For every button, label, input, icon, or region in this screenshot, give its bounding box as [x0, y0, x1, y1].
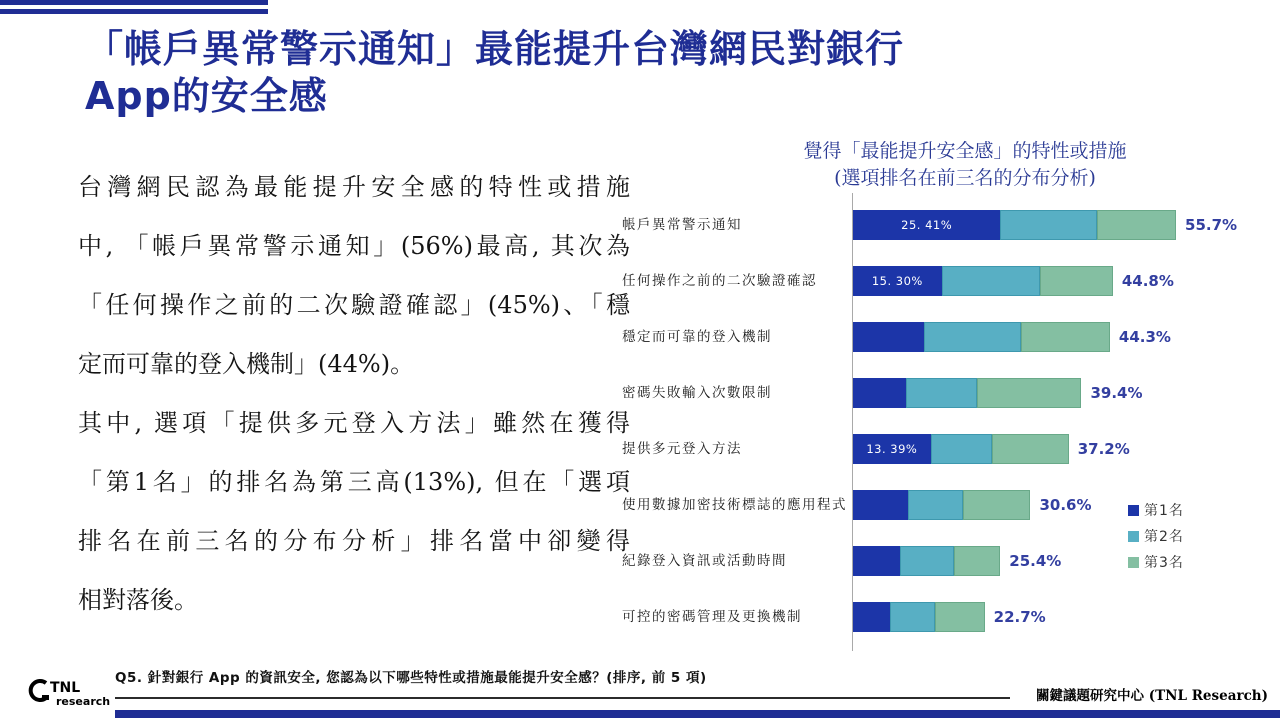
- chart-title-line1: 覺得「最能提升安全感」的特性或措施: [803, 140, 1127, 162]
- legend-label: 第2名: [1144, 529, 1184, 545]
- category-label: 密碼失敗輸入次數限制: [622, 385, 772, 401]
- bar-segment-rank2: [908, 490, 963, 520]
- bar-total-label: 39.4%: [1090, 384, 1143, 402]
- bar-segment-rank3: [977, 378, 1081, 408]
- legend-label: 第1名: [1144, 503, 1184, 519]
- chart-row-1: [600, 210, 1280, 240]
- chart-row-3: [600, 322, 1280, 352]
- bottom-accent-bar: [115, 710, 1280, 718]
- title-right-rule: [0, 0, 268, 5]
- bar-segment-rank1: [853, 378, 906, 408]
- chart-legend: [1128, 497, 1184, 575]
- bar-segment-rank3: [935, 602, 984, 632]
- bar-segment-rank2: [900, 546, 955, 576]
- body-line-7: 排名在前三名的分布分析」排名當中卻變得: [78, 527, 630, 555]
- bar-segment-rank1: [853, 602, 890, 632]
- bar-total-label: 25.4%: [1009, 552, 1062, 570]
- bar-segment-rank3: [954, 546, 1000, 576]
- legend-swatch-icon: [1128, 505, 1139, 516]
- bar-segment-rank1: [853, 266, 942, 296]
- bar-total-label: 30.6%: [1039, 496, 1092, 514]
- category-label: 紀錄登入資訊或活動時間: [622, 553, 787, 569]
- chart-title: [700, 138, 1230, 192]
- chart-row-4: [600, 378, 1280, 408]
- bar-total-label: 22.7%: [993, 608, 1046, 626]
- stacked-bar: [853, 490, 1092, 520]
- stacked-bar: [853, 602, 1046, 632]
- bar-segment-rank2: [1000, 210, 1097, 240]
- category-label: 可控的密碼管理及更換機制: [622, 609, 802, 625]
- stacked-bar: [853, 546, 1061, 576]
- legend-swatch-icon: [1128, 557, 1139, 568]
- logo-text-research: research: [56, 695, 111, 708]
- bar-segment-rank3: [1097, 210, 1176, 240]
- legend-item-1: [1128, 497, 1184, 523]
- category-label: 使用數據加密技術標誌的應用程式: [622, 497, 847, 513]
- body-line-4: 定而可靠的登入機制」(44%)。: [78, 350, 415, 378]
- bar-segment-rank3: [992, 434, 1069, 464]
- chart-row-5: [600, 434, 1280, 464]
- bar-total-label: 55.7%: [1185, 216, 1238, 234]
- bar-segment-rank2: [924, 322, 1021, 352]
- bar-segment-rank1: [853, 434, 931, 464]
- stacked-bar: [853, 434, 1130, 464]
- footer-divider: [115, 697, 1010, 699]
- bar-segment-rank2: [942, 266, 1040, 296]
- segment-value-label: 13. 39%: [866, 442, 918, 456]
- bar-segment-rank3: [1040, 266, 1113, 296]
- category-label: 帳戶異常警示通知: [622, 217, 742, 233]
- bar-segment-rank2: [931, 434, 992, 464]
- stacked-bar: [853, 322, 1171, 352]
- legend-item-3: [1128, 549, 1184, 575]
- chart-row-2: [600, 266, 1280, 296]
- logo-text-tnl: TNL: [50, 680, 81, 696]
- survey-question: Q5. 針對銀行 App 的資訊安全, 您認為以下哪些特性或措施最能提升安全感？(排序, 前 5 項): [115, 670, 707, 686]
- legend-label: 第3名: [1144, 555, 1184, 571]
- bar-segment-rank1: [853, 546, 900, 576]
- research-center-credit: 關鍵議題研究中心 (TNL Research): [1036, 688, 1268, 704]
- tnl-logo-icon: [22, 670, 117, 712]
- bar-segment-rank1: [853, 490, 908, 520]
- segment-value-label: 15. 30%: [871, 274, 923, 288]
- bar-total-label: 44.8%: [1121, 272, 1174, 290]
- legend-swatch-icon: [1128, 531, 1139, 542]
- segment-value-label: 25. 41%: [901, 218, 953, 232]
- bar-segment-rank1: [853, 322, 924, 352]
- bar-segment-rank3: [963, 490, 1030, 520]
- body-line-2: 中, 「帳戶異常警示通知」(56%)最高, 其次為: [78, 232, 630, 260]
- body-line-1: 台灣網民認為最能提升安全感的特性或措施: [78, 173, 630, 201]
- legend-item-2: [1128, 523, 1184, 549]
- chart-title-line2: (選項排名在前三名的分布分析): [834, 167, 1096, 189]
- body-text: [78, 158, 630, 630]
- bar-segment-rank2: [906, 378, 977, 408]
- body-line-8: 相對落後。: [78, 586, 198, 614]
- chart-row-8: [600, 602, 1280, 632]
- bar-segment-rank1: [853, 210, 1000, 240]
- body-line-5: 其中, 選項「提供多元登入方法」雖然在獲得: [78, 409, 630, 437]
- body-line-6: 「第1名」的排名為第三高(13%), 但在「選項: [78, 468, 630, 496]
- page-title-line2: App的安全感: [85, 74, 328, 118]
- bar-segment-rank3: [1021, 322, 1110, 352]
- category-label: 穩定而可靠的登入機制: [622, 329, 772, 345]
- stacked-bar: [853, 266, 1174, 296]
- stacked-bar-chart: [600, 193, 1280, 653]
- chart-axis-line: [852, 193, 853, 651]
- bar-total-label: 44.3%: [1118, 328, 1171, 346]
- page-title: [85, 26, 1005, 120]
- tnl-research-logo: [22, 670, 117, 712]
- category-label: 提供多元登入方法: [622, 441, 742, 457]
- body-line-3: 「任何操作之前的二次驗證確認」(45%)、「穩: [78, 291, 630, 319]
- page-title-line1: 「帳戶異常警示通知」最能提升台灣網民對銀行: [85, 27, 905, 71]
- stacked-bar: [853, 378, 1143, 408]
- category-label: 任何操作之前的二次驗證確認: [622, 273, 817, 289]
- bar-segment-rank2: [890, 602, 935, 632]
- bar-total-label: 37.2%: [1077, 440, 1130, 458]
- stacked-bar: [853, 210, 1237, 240]
